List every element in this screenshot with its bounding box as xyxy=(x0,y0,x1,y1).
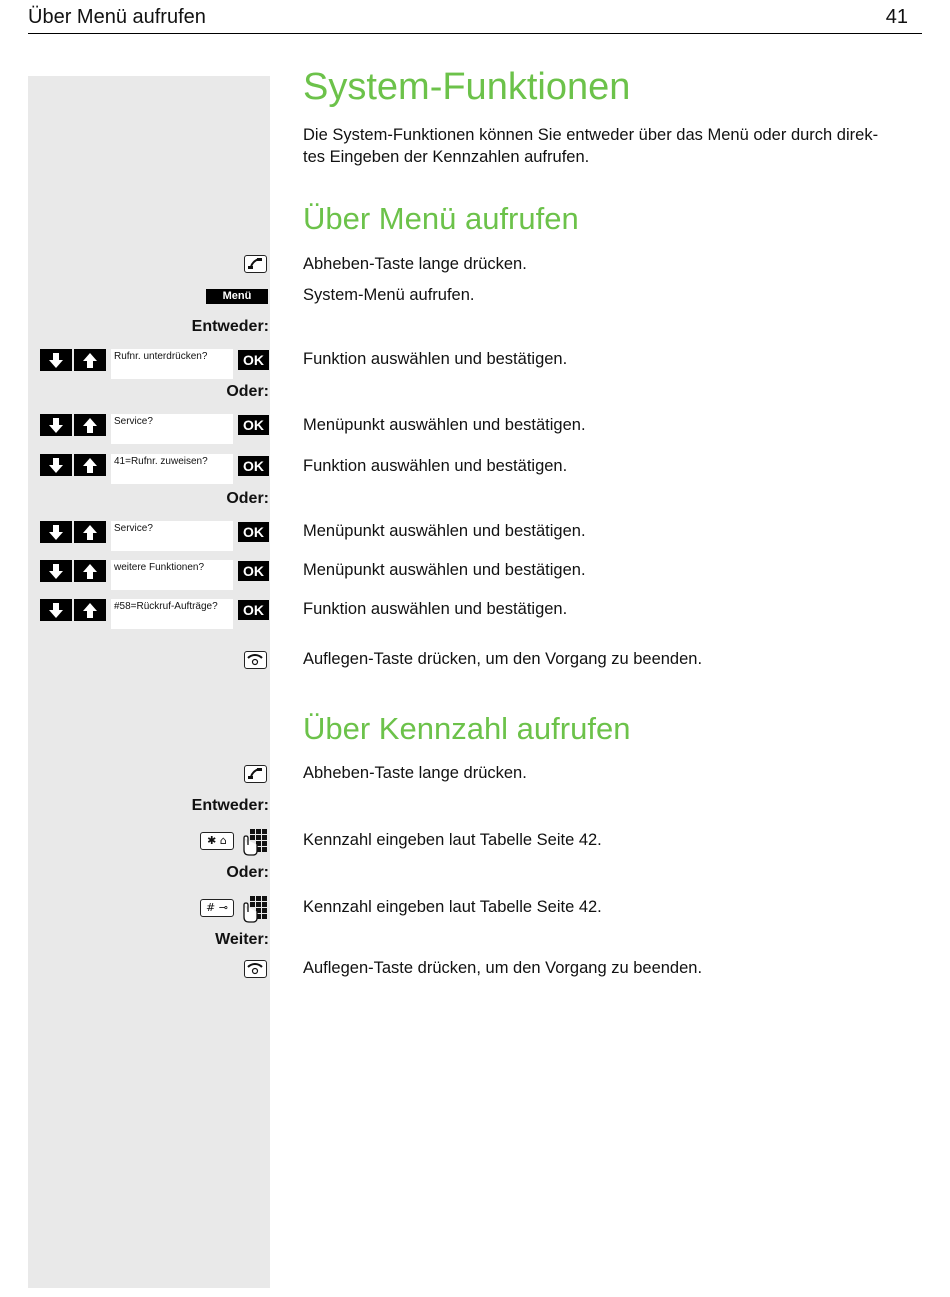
step-text: Menüpunkt auswählen und bestätigen. xyxy=(303,522,586,540)
step-text: Menüpunkt auswählen und bestätigen. xyxy=(303,416,586,434)
keypad-icon xyxy=(240,895,269,925)
label-either: Entweder: xyxy=(191,797,269,814)
step-text: Auflegen-Taste drücken, um den Vorgang zu beenden. xyxy=(303,650,703,668)
step-text: Auflegen-Taste drücken, um den Vorgang zu beenden. xyxy=(303,959,703,977)
display-entry: Rufnr. unterdrücken? xyxy=(111,349,233,379)
ok-button[interactable]: OK xyxy=(238,561,269,581)
page-title: System-Funktionen xyxy=(303,66,631,108)
step-text: Funktion auswählen und bestätigen. xyxy=(303,600,568,618)
step-text: Abheben-Taste lange drücken. xyxy=(303,255,527,273)
display-entry: Service? xyxy=(111,521,233,551)
display-entry: weitere Funktionen? xyxy=(111,560,233,590)
arrow-down-icon[interactable] xyxy=(40,349,72,371)
arrow-down-icon[interactable] xyxy=(40,414,72,436)
arrow-up-icon[interactable] xyxy=(74,521,106,543)
on-hook-key-icon xyxy=(244,651,267,669)
arrow-up-icon[interactable] xyxy=(74,349,106,371)
step-text: System-Menü aufrufen. xyxy=(303,286,475,304)
instruction-sidebar xyxy=(28,76,270,1288)
section-title-menu: Über Menü aufrufen xyxy=(303,201,579,236)
arrow-down-icon[interactable] xyxy=(40,521,72,543)
header-divider xyxy=(28,33,922,34)
section-title-code: Über Kennzahl aufrufen xyxy=(303,711,631,746)
label-further: Weiter: xyxy=(215,931,269,948)
step-text: Abheben-Taste lange drücken. xyxy=(303,764,527,782)
step-text: Funktion auswählen und bestätigen. xyxy=(303,350,568,368)
ok-button[interactable]: OK xyxy=(238,415,269,435)
star-key-icon[interactable]: ✱ ⌂ xyxy=(200,832,234,850)
arrow-down-icon[interactable] xyxy=(40,599,72,621)
step-text: Menüpunkt auswählen und bestätigen. xyxy=(303,561,586,579)
label-or: Oder: xyxy=(226,383,269,400)
arrow-up-icon[interactable] xyxy=(74,560,106,582)
display-entry: 41=Rufnr. zuweisen? xyxy=(111,454,233,484)
arrow-down-icon[interactable] xyxy=(40,454,72,476)
step-text: Funktion auswählen und bestätigen. xyxy=(303,457,568,475)
menu-softkey[interactable]: Menü xyxy=(206,289,268,304)
page-number: 41 xyxy=(885,6,908,28)
ok-button[interactable]: OK xyxy=(238,600,269,620)
display-entry: #58=Rückruf-Aufträge? xyxy=(111,599,233,629)
step-text: Kennzahl eingeben laut Tabelle Seite 42. xyxy=(303,898,602,916)
arrow-up-icon[interactable] xyxy=(74,414,106,436)
intro-line-1: Die System-Funktionen können Sie entweder über das Menü oder durch direk- xyxy=(303,126,879,144)
label-either: Entweder: xyxy=(191,318,269,335)
arrow-down-icon[interactable] xyxy=(40,560,72,582)
keypad-icon xyxy=(240,828,269,858)
ok-button[interactable]: OK xyxy=(238,522,269,542)
ok-button[interactable]: OK xyxy=(238,456,269,476)
running-header-title: Über Menü aufrufen xyxy=(28,6,206,28)
hash-key-icon[interactable]: # ⊸ xyxy=(200,899,234,917)
arrow-up-icon[interactable] xyxy=(74,599,106,621)
intro-line-2: tes Eingeben der Kennzahlen aufrufen. xyxy=(303,148,590,166)
off-hook-key-icon xyxy=(244,765,267,783)
display-entry: Service? xyxy=(111,414,233,444)
ok-button[interactable]: OK xyxy=(238,350,269,370)
label-or: Oder: xyxy=(226,490,269,507)
intro-paragraph xyxy=(303,124,923,168)
off-hook-key-icon xyxy=(244,255,267,273)
arrow-up-icon[interactable] xyxy=(74,454,106,476)
on-hook-key-icon xyxy=(244,960,267,978)
label-or: Oder: xyxy=(226,864,269,881)
step-text: Kennzahl eingeben laut Tabelle Seite 42. xyxy=(303,831,602,849)
